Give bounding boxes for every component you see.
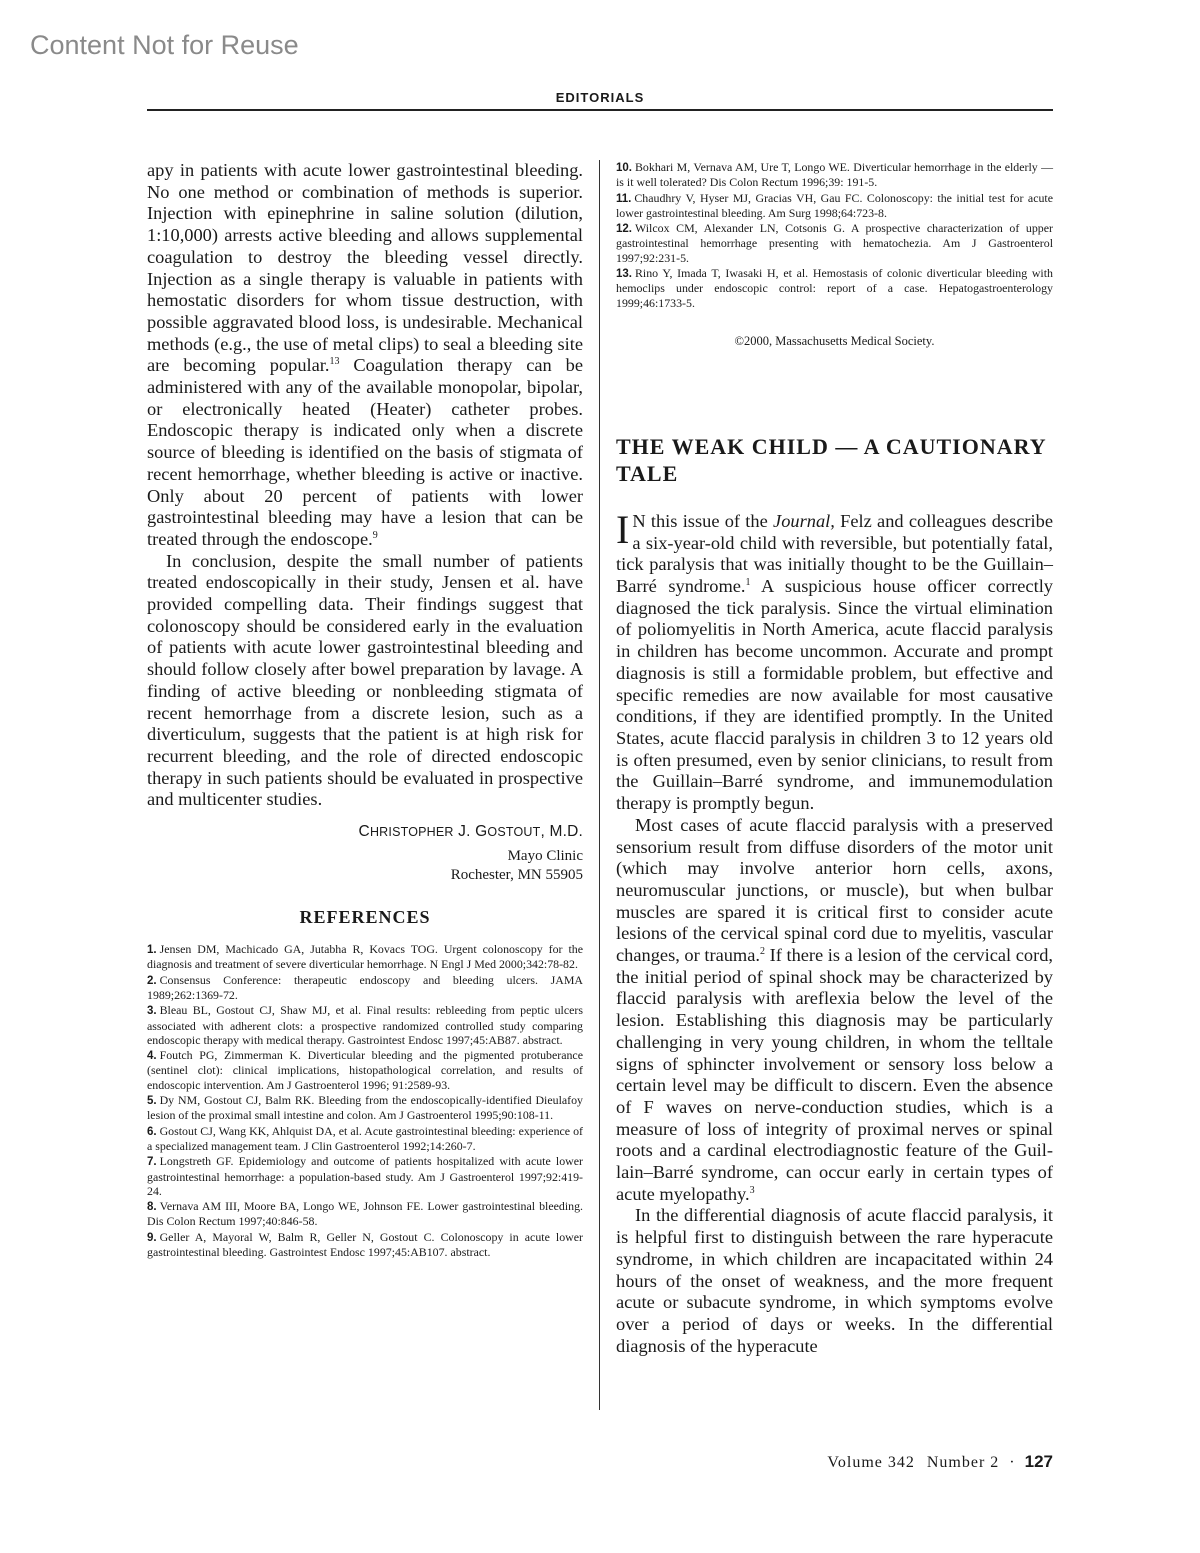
body-paragraph: In conclusion, despite the small number of patients treated endoscopically in their study, Jensen et al. have provided compelling data. Their findings suggest that colonoscopy should be considered early in the evaluation of patients with acute lower gastrointestinal bleeding and should follow closely after bowel preparation by lavage. A finding of active bleeding or nonbleeding stigmata of recent hemorrhage from a discrete lesion, such as a diverticulum, suggests that the patient is at high risk for recurrent bleeding, and the role of directed endoscopic therapy in such patients should be evaluated in prospective and multicenter studies. [147,550,583,810]
footer-separator: · [1009,1454,1015,1471]
citation-sup: 1 [745,576,751,588]
copyright-notice: ©2000, Massachusetts Medical Society. [734,333,935,348]
body-paragraph: I N this issue of the Journal, Felz and colleagues describe a six-year-old child with reversible, but potentially fatal, tick paralysis that was initially thought to be the Guillain–Barré syndrome.$^1$ A suspicious house officer correctly diagnosed the tick paralysis. Since the virtual elimination of poliomyelitis in North America, acute flaccid paralysis in children has become uncommon. Accurate and prompt diagnosis is still a formidable problem, but effective and specific remedies are now available for most causative conditions, if they are identified promptly. In the United States, acute flaccid paralysis in children 3 to 12 years old is often presumed, even by senior clinicians, to result from the Guillain–Barré syndrome, and immunemodulation therapy is promptly begun. [616,506,1053,814]
reference-item: 5. Dy NM, Gostout CJ, Balm RK. Bleeding from the endoscopically-identified Dieulafoy lesion of the proximal small intestine and colon. Am J Gastroenterol 1995;90:108-11. [147,1093,583,1123]
references-heading: REFERENCES [299,907,431,928]
reference-item: 13. Rino Y, Imada T, Iwasaki H, et al. Hemostasis of colonic diverticular bleeding with hemoclips under endoscopic control: report of a case. Hepatogastroenterology 1999;46:1733-5. [616,266,1053,310]
reference-item: 6. Gostout CJ, Wang KK, Ahlquist DA, et al. Acute gastrointestinal bleeding: experience of a specialized management team. J Clin Gastroenterol 1992;14:260-7. [147,1123,583,1153]
citation-sup: 2 [760,945,766,957]
reference-item: 12. Wilcox CM, Alexander LN, Cotsonis G. A prospective characterization of upper gastrointestinal hemorrhage presenting with hematochezia. Am J Gastroenterol 1997;92:231-5. [616,221,1053,265]
column-divider [599,160,600,1410]
citation-sup: 3 [749,1184,755,1196]
reference-item: 10. Bokhari M, Vernava AM, Ure T, Longo WE. Diverticular hemorrhage in the elderly — is it well tolerated? Dis Colon Rectum 1996;39: 191-5. [616,160,1053,190]
citation-sup: 9 [372,529,378,541]
header-rule [147,109,1053,111]
article-title: THE WEAK CHILD — A CAUTIONARY TALE [616,433,1046,486]
reference-list-continued [616,160,1053,310]
reference-item: 3. Bleau BL, Gostout CJ, Shaw MJ, et al. Final results: rebleeding from peptic ulcers associated with adherent clots: a prospective randomized controlled study comparing endoscopic therapy with medical therapy. Gastrointest Endosc 1997;45:AB87. abstract. [147,1003,583,1047]
reference-item: 9. Geller A, Mayoral W, Balm R, Geller N, Gostout C. Colonoscopy in acute lower gastrointestinal bleeding. Gastrointest Endosc 1997;45:AB107. abstract. [147,1229,583,1260]
body-paragraph: In the differential diagnosis of acute flaccid paralysis, it is helpful first to distinguish between the rare hyperacute syndrome, in which children are incapacitated within 24 hours of the onset of weakness, and the more frequent acute or subacute syndrome, in which symptoms evolve over a period of days or weeks. In the differential diagnosis of the hyperacute [616,1205,1053,1356]
reference-list [147,942,583,1259]
right-column [616,160,1053,1357]
page-footer [600,1452,1053,1472]
body-paragraph: apy in patients with acute lower gastrointestinal bleeding. No one method or combination of methods is superior. Injection with epinephrine in saline solution (dilution, 1:10,000) arrests active bleeding and allows supplemental coagulation to destroy the bleeding vessel directly. Injection as a single therapy is valuable in patients with hemostatic disorders for whom tissue destruction, with possible aggravated blood loss, is undesirable. Mechanical methods (e.g., the use of metal clips) to seal a bleeding site are becoming popular.$^{13}$ Coagulation therapy can be administered with any of the available monopolar, bipolar, or electronically heated (Heater) catheter probes. Endoscopic therapy is indicated only when a discrete source of bleeding is identified on the basis of stigmata of recent hemorrhage, whether bleeding is active or inactive. Only about 20 percent of patients with lower gastrointestinal bleeding may have a lesion that can be treated through the endoscope.$^9$ [147,160,583,549]
reference-item: 1. Jensen DM, Machicado GA, Jutabha R, Kovacs TOG. Urgent colonoscopy for the diagnosis and treatment of severe diverticular hemorrhage. N Engl J Med 2000;342:78-82. [147,942,583,972]
reference-item: 2. Consensus Conference: therapeutic endoscopy and bleeding ulcers. JAMA 1989;262:1369-72. [147,972,583,1002]
author-location: Rochester, MN 55905 [450,867,583,884]
author-affiliation: Mayo Clinic [507,848,583,865]
citation-sup: 13 [329,356,340,368]
reference-item: 11. Chaudhry V, Hyser MJ, Gracias VH, Gau FC. Colonoscopy: the initial test for acute lower gastrointestinal bleeding. Am Surg 1998;64:723-8. [616,190,1053,220]
page-number: 127 [1024,1452,1053,1471]
watermark: Content Not for Reuse [30,30,299,60]
drop-cap: I [616,506,630,552]
reference-item: 4. Foutch PG, Zimmerman K. Diverticular bleeding and the pigmented protuberance (sentinel clot): clinical implications, histopathological correlation, and results of endoscopic intervention. Am J Gastroenterol 1996; 91:2589-93. [147,1048,583,1092]
body-paragraph: Most cases of acute flaccid paralysis with a preserved sensorium result from diffuse disorders of the motor unit (which may involve anterior horn cells, axons, neuromuscular junctions, or muscle), but when bulbar muscles are spared it is critical first to consider acute lesions of the cervical spinal cord due to myelitis, vascular changes, or trauma.$^2$ If there is a lesion of the cervical cord, the initial period of spinal shock may be characterized by flaccid paralysis with areflexia below the level of the lesion. Establishing this diagnosis may be particularly challenging in very young children, in whom the telltale signs of sphincter involvement or sensory loss below a certain level may be difficult to discern. Even the absence of F waves on nerve-conduction studies, which is a measure of loss of integrity of proximal nerves or spinal roots and a cardinal electrodiagnostic feature of the Guillain–Barré syndrome, can occur early in certain types of acute myelopathy.$^3$ [616,814,1054,1204]
left-column [147,160,583,1260]
issue-label: Number 2 [926,1454,1000,1471]
reference-item: 8. Vernava AM III, Moore BA, Longo WE, Johnson FE. Lower gastrointestinal bleeding. Dis Colon Rectum 1997;40:846-58. [147,1199,583,1229]
author-name: CHRISTOPHER J. GOSTOUT, M.D. [358,823,583,841]
reference-item: 7. Longstreth GF. Epidemiology and outcome of patients hospitalized with acute lower gastrointestinal hemorrhage: a population-based study. Am J Gastroenterol 1997;92:419-24. [147,1154,583,1198]
author-signature [147,823,583,885]
volume-label: Volume 342 [827,1454,915,1471]
section-header: EDITORIALS [555,90,645,105]
